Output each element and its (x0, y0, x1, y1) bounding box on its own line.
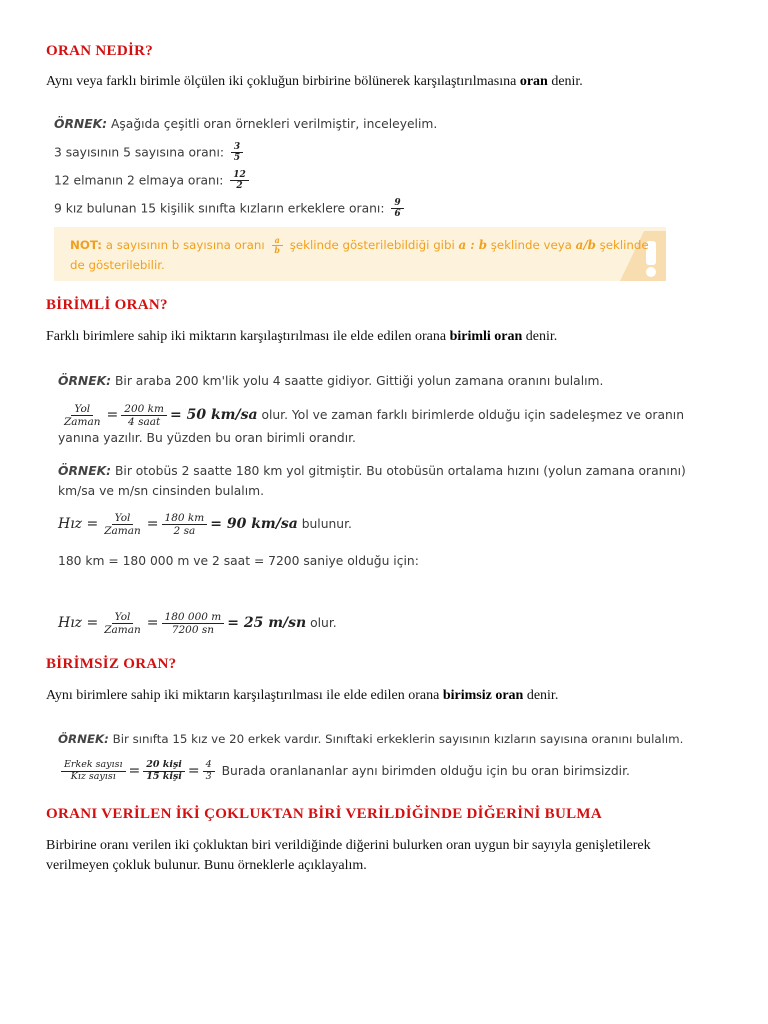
fraction-denominator: Zaman (64, 416, 101, 429)
fraction-180000m-7200sn (162, 611, 225, 636)
equals-sign: = (187, 762, 200, 779)
equals-sign: = (146, 615, 159, 632)
note-text-d: şeklinde (595, 238, 649, 253)
definition-text: Aynı birimlere sahip iki miktarın karşılaştırılması ile elde edilen orana (46, 688, 443, 703)
example-intro (54, 117, 437, 131)
equals-sign: = (146, 516, 159, 533)
paragraph-bulma-line-2: verilmeyen çokluk bulunur. Bunu örneklerle açıklayalım. (46, 858, 367, 873)
note-label: NOT: (70, 238, 103, 253)
example-3-text: 9 kız bulunan 15 kişilik sınıfta kızların erkeklere oranı: (54, 201, 389, 216)
heading-birimsiz-oran: BİRİMSİZ ORAN? (46, 656, 177, 672)
note-fraction (271, 236, 283, 255)
fraction-4-3 (203, 760, 215, 783)
definition-term: birimli oran (449, 329, 523, 344)
equation-result: = 25 m/sn (227, 615, 307, 632)
definition-text: Aynı veya farklı birimle ölçülen iki çokluğun birbirine bölünerek karşılaştırılmasına (46, 74, 520, 89)
example-intro-text: Aşağıda çeşitli oran örnekleri verilmiştir, inceleyelim. (107, 117, 438, 131)
conversion-line: 180 km = 180 000 m ve 2 saat = 7200 saniye olduğu için: (58, 554, 419, 568)
heading-birimli-oran: BİRİMLİ ORAN? (46, 297, 168, 313)
fraction-numerator: Yol (71, 403, 93, 416)
equation-result: = 90 km/sa (210, 516, 298, 533)
birimli-example-2-line-2: km/sa ve m/sn cinsinden bulalım. (58, 484, 265, 498)
fraction-numerator: 20 kişi (143, 760, 185, 772)
birimli-example-1 (58, 374, 603, 388)
note-box (54, 227, 666, 281)
birimsiz-example (58, 732, 683, 746)
definition-end: denir. (523, 688, 559, 703)
equation-result: = 50 km/sa (169, 407, 258, 424)
fraction-denominator: Kız sayısı (70, 770, 116, 782)
birimli-example-2 (58, 464, 686, 478)
note-slash-form: a/b (575, 238, 596, 253)
fraction-denominator: Zaman (104, 525, 141, 538)
fraction-numerator: Yol (112, 611, 134, 624)
birimsiz-equation (58, 760, 630, 783)
example-2-text: 12 elmanın 2 elmaya oranı: (54, 173, 228, 188)
fraction-200km-4saat (121, 403, 167, 428)
definition-end: denir. (522, 329, 558, 344)
fraction-denominator: 6 (394, 209, 401, 220)
fraction-numerator: 3 (231, 142, 243, 153)
fraction-denominator: 15 kişi (146, 770, 182, 782)
fraction-3-5 (231, 142, 243, 164)
paragraph-birimli-definition (46, 329, 557, 345)
fraction-denominator: Zaman (104, 624, 141, 637)
fraction-denominator: 7200 sn (171, 624, 214, 637)
example-label: ÖRNEK: (58, 732, 109, 746)
example-text: Bir sınıfta 15 kız ve 20 erkek vardır. Sınıftaki erkeklerin sayısının kızların sayısına oranını bulalım. (108, 732, 684, 746)
fraction-yol-zaman (61, 403, 104, 428)
fraction-denominator: 2 (236, 181, 243, 192)
example-3 (54, 198, 407, 220)
note-line-1 (70, 236, 649, 255)
note-line-2: de gösterilebilir. (70, 258, 165, 272)
equals-sign: = (106, 407, 119, 424)
paragraph-oran-definition (46, 74, 583, 90)
heading-oran-nedir: ORAN NEDİR? (46, 43, 154, 59)
example-label: ÖRNEK: (58, 464, 112, 478)
fraction-180km-2sa (162, 512, 208, 537)
equals-sign: = (128, 762, 141, 779)
fraction-erkek-kiz (61, 760, 126, 783)
fraction-yol-zaman (101, 611, 144, 636)
fraction-denominator: 3 (205, 770, 212, 782)
fraction-denominator: 2 sa (173, 525, 196, 538)
hiz-label: Hız (58, 615, 83, 632)
note-text-c: şeklinde veya (486, 238, 576, 253)
fraction-denominator: 4 saat (128, 416, 161, 429)
fraction-yol-zaman (101, 512, 144, 537)
heading-orani-verilen: ORANI VERİLEN İKİ ÇOKLUKTAN BİRİ VERİLDİĞİNDE DİĞERİNİ BULMA (46, 806, 603, 822)
example-2 (54, 170, 252, 192)
hiz-equation-2 (58, 611, 337, 636)
fraction-20kisi-15kisi (143, 760, 185, 783)
equation-explanation: olur. (306, 616, 337, 631)
fraction-numerator: 180 km (162, 512, 208, 525)
fraction-numerator: Erkek sayısı (61, 760, 126, 772)
equation-explanation: Burada oranlananlar aynı birimden olduğu için bu oran birimsizdir. (217, 763, 630, 778)
fraction-numerator: a (272, 236, 283, 246)
equation-explanation: bulunur. (297, 517, 352, 532)
hiz-label: Hız (58, 516, 83, 533)
note-colon-form: a : b (458, 238, 487, 253)
example-label: ÖRNEK: (54, 117, 108, 131)
fraction-numerator: 12 (230, 170, 249, 181)
hiz-equation-1 (58, 512, 352, 537)
example-label: ÖRNEK: (58, 374, 112, 388)
example-1-text: 3 sayısının 5 sayısına oranı: (54, 145, 228, 160)
equals-sign: = (82, 516, 99, 533)
fraction-numerator: 4 (203, 760, 215, 772)
definition-end: denir. (547, 74, 583, 89)
definition-term: oran (519, 74, 548, 89)
paragraph-birimsiz-definition (46, 688, 558, 704)
fraction-9-6 (391, 198, 403, 220)
equation-explanation: olur. Yol ve zaman farklı birimlerde olduğu için sadeleşmez ve oranın (257, 408, 684, 423)
fraction-12-2 (230, 170, 249, 192)
fraction-numerator: 9 (391, 198, 403, 209)
paragraph-bulma-line-1: Birbirine oranı verilen iki çokluktan biri verildiğinde diğerini bulurken oran uygun bir sayıyla genişletilerek (46, 838, 651, 853)
example-text: Bir otobüs 2 saatte 180 km yol gitmiştir. Bu otobüsün ortalama hızını (yolun zamana oranını) (111, 464, 686, 478)
definition-term: birimsiz oran (442, 688, 524, 703)
fraction-numerator: Yol (112, 512, 134, 525)
fraction-numerator: 180 000 m (162, 611, 225, 624)
birimli-example-1-line-2: yanına yazılır. Bu yüzden bu oran birimli orandır. (58, 431, 356, 445)
note-text-a: a sayısının b sayısına oranı (102, 238, 269, 253)
fraction-numerator: 200 km (121, 403, 167, 416)
definition-text: Farklı birimlere sahip iki miktarın karşılaştırılması ile elde edilen orana (46, 329, 450, 344)
example-text: Bir araba 200 km'lik yolu 4 saatte gidiyor. Gittiği yolun zamana oranını bulalım. (111, 374, 604, 388)
fraction-denominator: b (274, 245, 280, 256)
example-1 (54, 142, 246, 164)
birimli-example-1-equation (58, 403, 684, 428)
note-text-b: şeklinde gösterilebildiği gibi (285, 238, 459, 253)
equals-sign: = (82, 615, 99, 632)
fraction-denominator: 5 (233, 153, 241, 164)
